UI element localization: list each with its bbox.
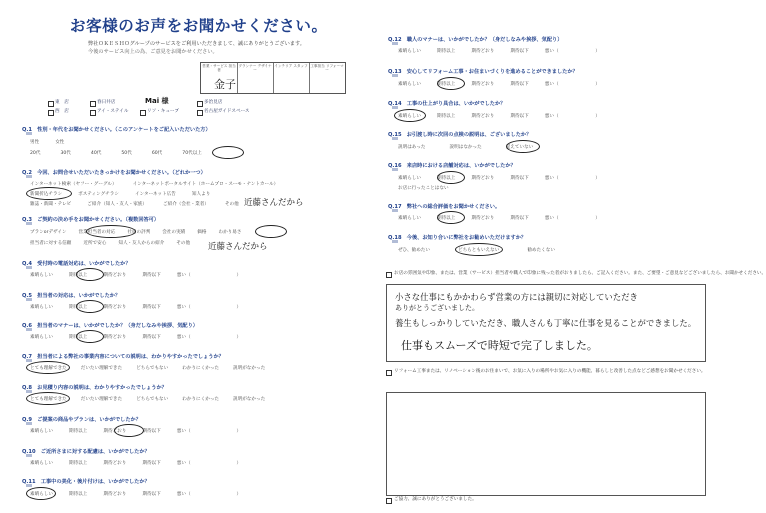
q7-answer-circle — [26, 361, 70, 374]
q3-handwritten-note: 近藤さんだから — [208, 242, 268, 252]
comment-prompt-2: リフォーム工事または、リノベーション後のお住まいで、お気に入りの場所やお気に入りの機能、暮らしと改善した点などご感想をお聞かせください。 — [394, 369, 706, 374]
q2-options-row2: 新聞折込チラシ ポスティングチラシ インターネット広告 知人より — [30, 192, 211, 197]
q17-options: 素晴らしい 期待以上 期待どおり 期待以下 悪い（ ） — [398, 216, 600, 221]
q2-answer-circle — [26, 187, 72, 200]
q7-options: とても理解できた だいたい理解できた どちらでもない わかりにくかった 説明がなかった — [30, 366, 266, 371]
question-underline — [392, 106, 398, 109]
q3-text: Q.3 ご契約の決め手をお聞かせください。（複数回答可） — [22, 217, 160, 223]
q10-text: Q.10 ご近所さまに対する配慮は、いかがでしたか？ — [22, 449, 150, 455]
question-underline — [26, 359, 32, 362]
q13-answer-circle — [437, 77, 465, 90]
question-underline — [26, 422, 32, 425]
question-underline — [392, 74, 398, 77]
comment-line-1: 小さな仕事にもかかわらず営業の方には親切に対応していただき — [395, 292, 638, 302]
question-underline — [26, 454, 32, 457]
q11-options: 素晴らしい 期待以上 期待どおり 期待以下 悪い（ ） — [30, 492, 242, 497]
stamp-header-interior: インテリア スタッフ — [274, 64, 308, 68]
comment-prompt-1: お店の雰囲気や印象、または、営業（サービス）担当者や職人で印象に残った者がおりましたら、ご記入ください。また、ご要望・ご意見などございましたら、お聞かせください。 — [394, 271, 766, 276]
comment-line-2: ありがとうございました。 — [395, 304, 479, 312]
question-underline — [26, 328, 32, 331]
q18-answer-circle — [455, 243, 503, 256]
q11-text: Q.11 工事中の美化・後片付けは、いかがでしたか？ — [22, 479, 150, 485]
store-2: 春日井店 — [97, 100, 116, 105]
q2-handwritten-note: 近藤さんだから — [244, 198, 304, 208]
q17-text: Q.17 弊社への総合評価をお聞かせください。 — [388, 204, 501, 210]
q8-text: Q.8 お見積り内容の説明は、わかりやすかったでしょうか？ — [22, 385, 167, 391]
question-underline — [392, 168, 398, 171]
comment-line-3: 養生もしっかりしていただき、職人さんも丁寧に仕事を見ることができました。 — [395, 318, 697, 328]
q2-text: Q.2 今回、お問合せいただいたきっかけをお聞かせください。（どれか一つ） — [22, 170, 206, 176]
store-1: 東 店 — [55, 100, 69, 105]
page-title: お客様のお声をお聞かせください。 — [70, 17, 328, 35]
q5-answer-circle — [76, 300, 104, 313]
q16-text: Q.16 来店時における店舗対応は、いかがでしたか？ — [388, 163, 516, 169]
q9-text: Q.9 ご提案の商品やプランは、いかがでしたか？ — [22, 417, 141, 423]
q8-answer-circle — [26, 392, 70, 405]
q15-text: Q.15 お引渡し時に次回の点検の説明は、ございましたか？ — [388, 132, 532, 138]
question-underline — [26, 222, 32, 225]
stamp-header-construction: 工事担当 リフォーマー — [310, 64, 344, 73]
question-underline — [392, 137, 398, 140]
q8-options: とても理解できた だいたい理解できた どちらでもない わかりにくかった 説明がなかった — [30, 397, 266, 402]
q17-answer-circle — [437, 211, 465, 224]
intro-line-1: 弊社ＯＫＥＳＨＯグループのサービスをご利用いただきまして、誠にありがとうございます。 — [88, 41, 305, 47]
q1-text: Q.1 性別・年代をお聞かせください。（このアンケートをご記入いただいた方） — [22, 127, 211, 133]
q12-text: Q.12 職人のマナーは、いかがでしたか？（身だしなみや挨拶、気配り） — [388, 37, 563, 43]
intro-line-2: 今後のサービス向上の為、ご意見をお聞かせください。 — [88, 49, 218, 55]
q13-text: Q.13 安心してリフォーム工事・お住まいづくりを進めることができましたか？ — [388, 69, 578, 75]
q4-text: Q.4 受付時の電話対応は、いかがでしたか？ — [22, 261, 131, 267]
q6-text: Q.6 担当者のマナーは、いかがでしたか？（身だしなみや挨拶、気配り） — [22, 323, 198, 329]
question-underline — [26, 132, 32, 135]
q6-options: 素晴らしい 期待以上 期待どおり 期待以下 悪い（ ） — [30, 335, 242, 340]
q3-options-row1: プランorデザイン 営業担当者の対応 社員の評判 会社の実績 価格 わかり易さ — [30, 230, 242, 235]
store-3: 多治見店 — [204, 100, 223, 105]
comment-box-2 — [386, 392, 706, 496]
q5-options: 素晴らしい 期待以上 期待どおり 期待以下 悪い（ ） — [30, 305, 242, 310]
q6-answer-circle — [76, 330, 104, 343]
q2-options-row1: インターネット検索（ヤフー・グーグル） インターネットポータルサイト（ホームプロ・スーモ・ナントカール） — [30, 182, 279, 187]
q3-answer-circle-2 — [255, 225, 287, 238]
footer-thanks: ご協力、誠にありがとうございました。 — [394, 497, 477, 502]
q4-answer-circle — [76, 268, 104, 281]
q4-options: 素晴らしい 期待以上 期待どおり 期待以下 悪い（ ） — [30, 273, 242, 278]
q12-options: 素晴らしい 期待以上 期待どおり 期待以下 悪い（ ） — [398, 49, 600, 54]
q16-options: 素晴らしい 期待以上 期待どおり 期待以下 悪い（ ） — [398, 176, 600, 181]
q15-options: 説明はあった 説明はなかった 覚えていない — [398, 145, 534, 150]
store-7: 名古屋ガイドスペース — [204, 109, 250, 114]
q16-answer-circle — [437, 171, 465, 184]
q18-options: ぜひ、勧めたい どちらともいえない 勧めたくない — [398, 248, 555, 253]
question-underline — [392, 240, 398, 243]
q1-gender-options: 男性 女性 — [30, 140, 65, 145]
q2-options-row3: 雑誌・新聞・テレビ ご紹介（知人・友人・家族） ご紹介（会社・業者） その他 — [30, 202, 239, 207]
store-4: 西 店 — [55, 109, 69, 114]
q3-options-row2: 担当者に対する信頼 近所で安心 知人・友人からの紹介 その他 — [30, 241, 191, 246]
question-underline — [26, 484, 32, 487]
q16-no-visit-option: お店に行ったことはない — [398, 186, 449, 191]
q11-answer-circle — [26, 487, 56, 500]
q9-answer-circle — [114, 424, 144, 437]
comment-box-1 — [386, 284, 706, 362]
q1-age-options: 20代 30代 40代 50代 60代 70代以上 — [30, 151, 202, 156]
comment-line-4: 仕事もスムーズで時短で完了しました。 — [401, 339, 598, 352]
question-underline — [26, 175, 32, 178]
q5-text: Q.5 担当者の対応は、いかがでしたか？ — [22, 293, 121, 299]
stamp-header-sales: 営業・サービス 担当者 — [202, 64, 236, 73]
question-underline — [392, 42, 398, 45]
q14-text: Q.14 工事の仕上がり具合は、いかがでしたか？ — [388, 101, 506, 107]
question-underline — [26, 298, 32, 301]
stamp-header-planner: プランナー デザイナー — [238, 64, 272, 73]
q14-options: 素晴らしい 期待以上 期待どおり 期待以下 悪い（ ） — [398, 114, 600, 119]
q10-options: 素晴らしい 期待以上 期待どおり 期待以下 悪い（ ） — [30, 461, 242, 466]
store-6: リソ・キューブ — [147, 109, 179, 114]
q3-answer-circle-1 — [86, 225, 136, 238]
q7-text: Q.7 担当者による弊社の事業内容についての説明は、わかりやすかったでしょうか？ — [22, 354, 224, 360]
store-5: アイ・ステイル — [97, 109, 129, 114]
q14-answer-circle — [394, 109, 426, 122]
question-underline — [392, 209, 398, 212]
q13-options: 素晴らしい 期待以上 期待どおり 期待以下 悪い（ ） — [398, 82, 600, 87]
q9-options: 素晴らしい 期待以上 期待どおり 期待以下 悪い（ ） — [30, 429, 242, 434]
handwritten-staff: Mai 様 — [145, 97, 169, 105]
question-underline — [26, 266, 32, 269]
q1-answer-circle — [212, 146, 244, 159]
q15-answer-circle — [506, 140, 540, 153]
handwritten-name: 金子 — [214, 78, 236, 91]
question-underline — [26, 390, 32, 393]
q18-text: Q.18 今後、お知り合いに弊社をお勧めいただけますか？ — [388, 235, 527, 241]
